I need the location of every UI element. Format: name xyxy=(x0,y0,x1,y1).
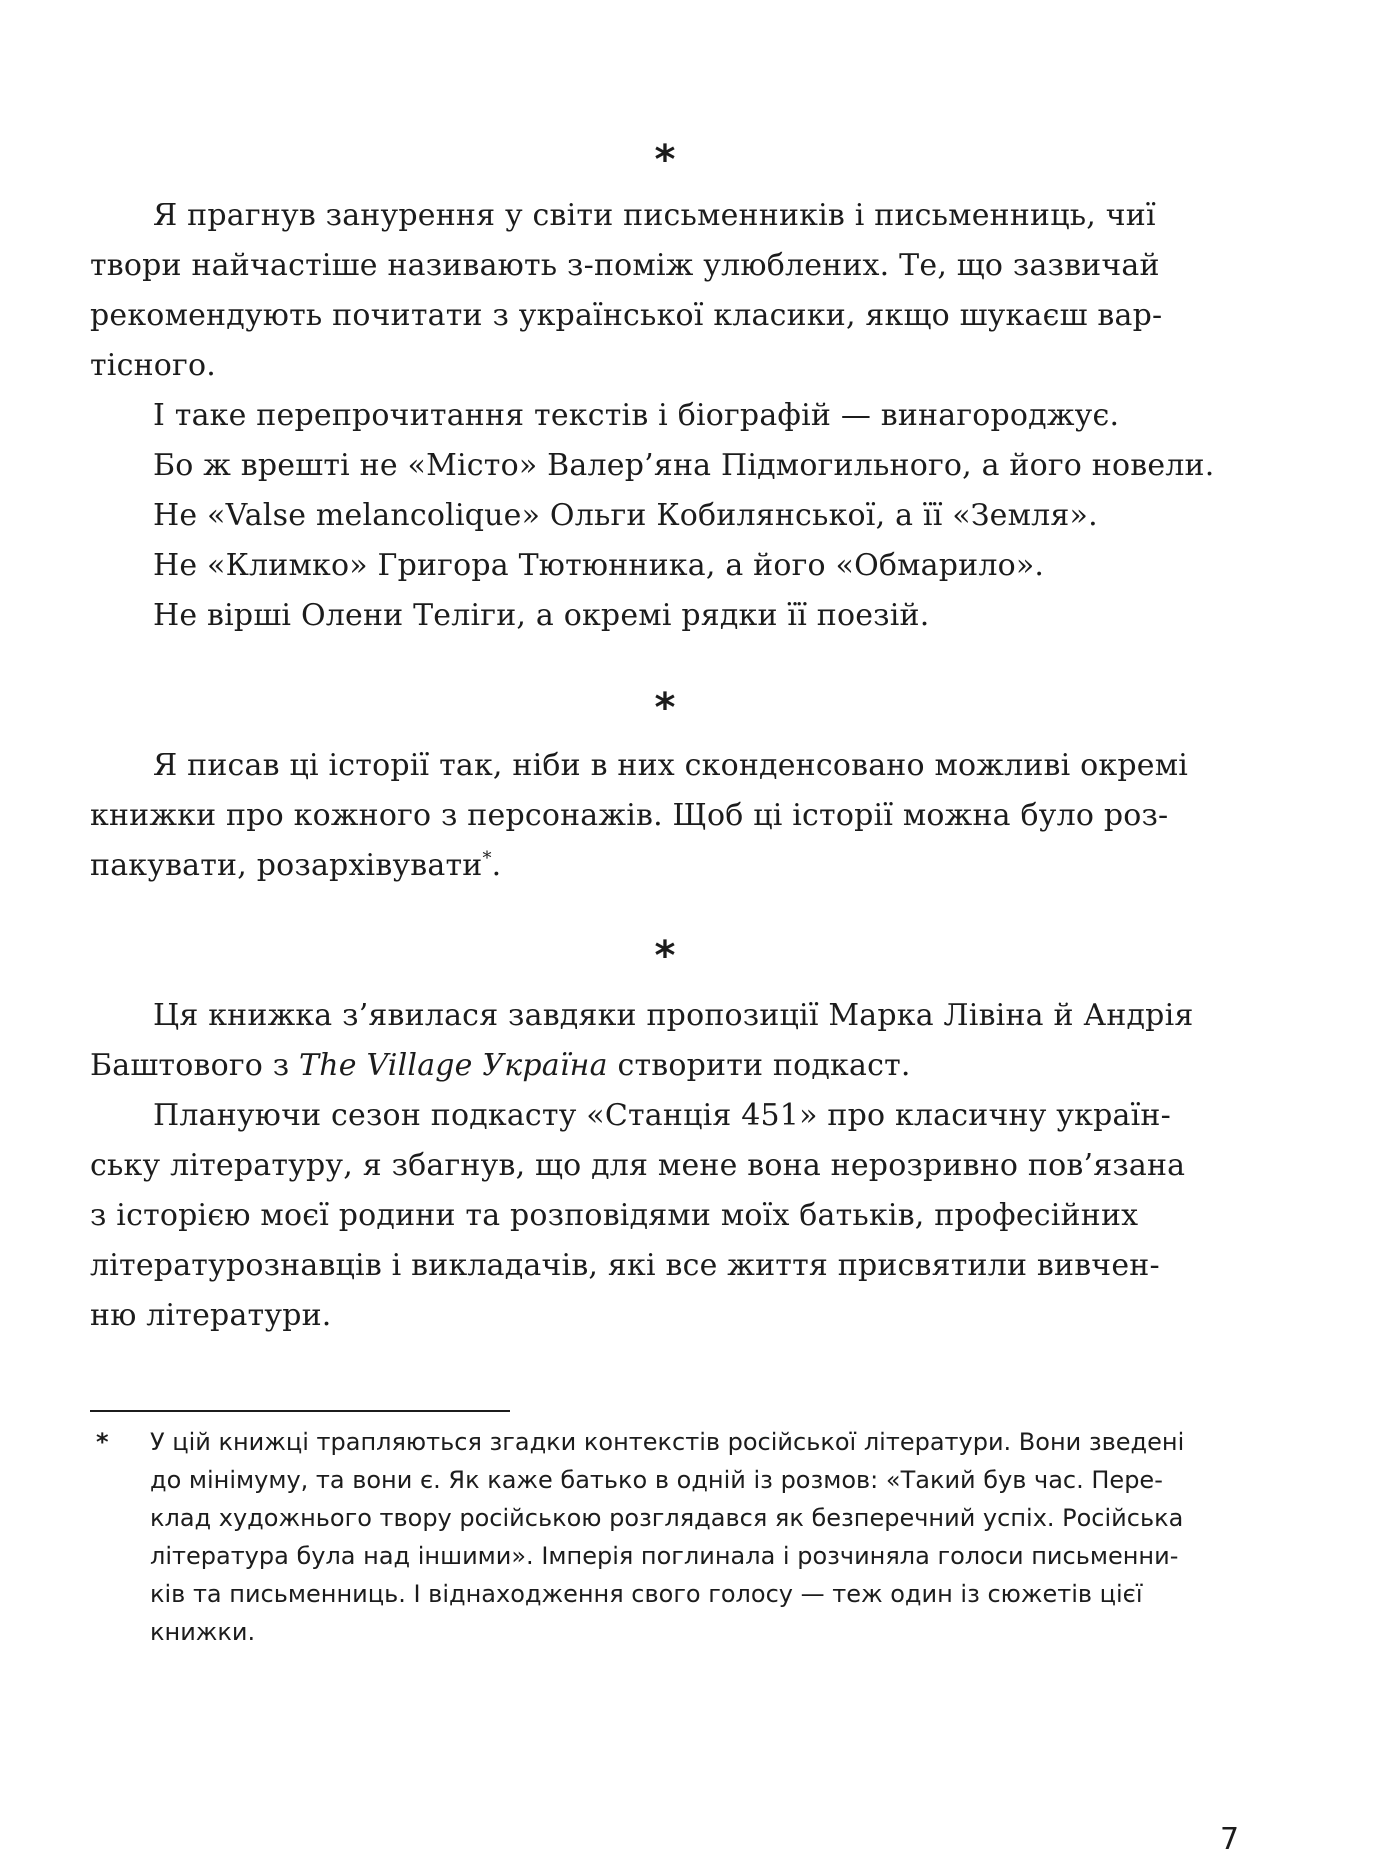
text-line: рекомендують почитати з української класики, якщо шукаєш вар- xyxy=(90,298,1163,333)
footnote-line: У цій книжці трапляються згадки контекстів російської літератури. Вони зведені xyxy=(150,1428,1185,1456)
text-line: тісного. xyxy=(90,348,216,383)
text-line: з історією моєї родини та розповідями моїх батьків, професійних xyxy=(90,1198,1139,1233)
text-fragment: . xyxy=(491,848,502,883)
text-line: І таке перепрочитання текстів і біографій — винагороджує. xyxy=(153,398,1120,433)
footnote-ref: * xyxy=(482,848,492,869)
footnote-divider xyxy=(90,1410,510,1412)
footnote-line: книжки. xyxy=(150,1618,256,1646)
text-line: Плануючи сезон подкасту «Станція 451» про класичну україн- xyxy=(153,1098,1171,1133)
footnote-line: клад художнього твору російською розглядався як безперечний успіх. Російська xyxy=(150,1504,1184,1532)
footnote-line: література була над іншими». Імперія поглинала і розчиняла голоси письменни- xyxy=(150,1542,1179,1570)
text-line: твори найчастіше називають з-поміж улюблених. Те, що зазвичай xyxy=(90,248,1160,283)
page-number: 7 xyxy=(1220,1822,1240,1857)
section-separator: * xyxy=(654,685,676,731)
text-line: Не вірші Олени Теліги, а окремі рядки її поезій. xyxy=(153,598,930,633)
text-line: літературознавців і викладачів, які все життя присвятили вивчен- xyxy=(90,1248,1160,1283)
footnote-line: до мінімуму, та вони є. Як каже батько в одній із розмов: «Такий був час. Пере- xyxy=(150,1466,1163,1494)
italic-title: The Village Україна xyxy=(299,1048,608,1083)
text-line: Я писав ці історії так, ніби в них сконденсовано можливі окремі xyxy=(153,748,1189,783)
text-line xyxy=(90,1046,911,1086)
text-line: Я прагнув занурення у світи письменників і письменниць, чиї xyxy=(153,198,1156,233)
text-fragment: Баштового з xyxy=(90,1048,300,1083)
text-fragment: пакувати, розархівувати xyxy=(90,848,483,883)
text-line: книжки про кожного з персонажів. Щоб ці історії можна було роз- xyxy=(90,798,1169,833)
text-line: Не «Valse melancolique» Ольги Кобилянської, а її «Земля». xyxy=(153,498,1098,533)
text-line: Не «Климко» Григора Тютюнника, а його «Обмарило». xyxy=(153,548,1045,583)
text-line: Бо ж врешті не «Місто» Валер’яна Підмогильного, а його новели. xyxy=(153,448,1215,483)
text-line: ську літературу, я збагнув, що для мене вона нерозривно пов’язана xyxy=(90,1148,1186,1183)
footnote-mark: * xyxy=(96,1428,109,1456)
text-line xyxy=(90,846,501,886)
section-separator: * xyxy=(654,137,676,183)
footnote-line: ків та письменниць. І віднаходження свого голосу — теж один із сюжетів цієї xyxy=(150,1580,1143,1608)
section-separator: * xyxy=(654,933,676,979)
text-line: Ця книжка з’явилася завдяки пропозиції Марка Лівіна й Андрія xyxy=(153,998,1194,1033)
text-line: ню літератури. xyxy=(90,1298,332,1333)
text-fragment: створити подкаст. xyxy=(607,1048,911,1083)
